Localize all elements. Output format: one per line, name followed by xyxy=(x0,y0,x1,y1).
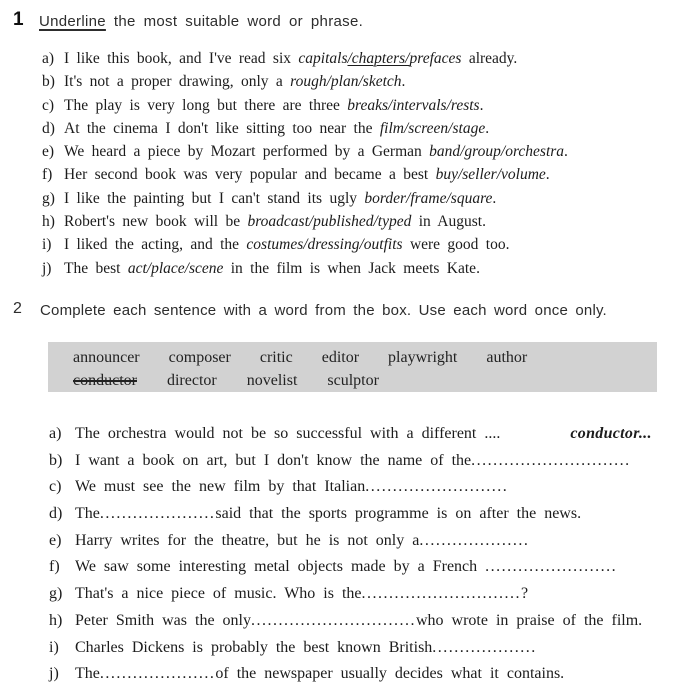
item-text: I liked the acting, and the xyxy=(64,236,247,254)
word-box-word: critic xyxy=(259,349,293,366)
item-text: Robert's new book will be xyxy=(64,213,248,231)
item-label: g) xyxy=(49,585,63,603)
ex2-item-c xyxy=(49,474,677,501)
item-text: At the cinema I don't like sitting too near the xyxy=(64,119,380,137)
item-text: Harry writes for the theatre, but he is not only a xyxy=(75,531,420,549)
blank-dots: ............................. xyxy=(361,585,522,603)
exercise1-instruction xyxy=(39,13,363,30)
item-label: e) xyxy=(42,143,55,161)
choice-text: broadcast/published/typed xyxy=(247,213,412,231)
word-box-row-2 xyxy=(73,370,657,393)
item-label: d) xyxy=(49,505,63,523)
item-label: a) xyxy=(42,50,55,67)
item-label: h) xyxy=(42,213,55,231)
word-box xyxy=(48,342,657,392)
item-label: h) xyxy=(49,611,63,629)
blank-dots: .......................... xyxy=(365,478,509,496)
item-text: We heard a piece by Mozart performed by a German xyxy=(64,143,430,161)
word-box-word: author xyxy=(486,349,528,366)
word-box-word: playwright xyxy=(388,349,458,366)
choice-text: film/screen/stage xyxy=(379,119,486,137)
item-text: . xyxy=(492,189,497,207)
blank-dots: ................... xyxy=(432,638,537,656)
exercise1-item-list xyxy=(42,47,672,280)
choice-text: costumes/dressing/outfits xyxy=(246,236,403,254)
ex2-item-e xyxy=(49,528,677,555)
item-label: f) xyxy=(42,166,53,184)
item-label: j) xyxy=(42,259,52,277)
item-label: f) xyxy=(49,558,60,576)
item-text: said that the sports programme is on after the news. xyxy=(215,505,582,523)
blank-dots: .............................. xyxy=(250,611,416,629)
ex2-item-g xyxy=(49,581,677,608)
word-box-word: announcer xyxy=(73,349,140,366)
item-text: ? xyxy=(521,585,529,603)
choice-text: prefaces xyxy=(409,50,462,67)
exercise2-instruction: Complete each sentence with a word from the box. Use each word once only. xyxy=(40,302,607,319)
blank-dots: ..................... xyxy=(99,665,216,683)
example-answer: conductor... xyxy=(570,425,652,442)
word-box-row-1 xyxy=(73,347,657,370)
ex2-item-j xyxy=(49,661,677,687)
ex1-item-g xyxy=(42,187,672,210)
choice-text: breaks/intervals/rests xyxy=(347,96,480,114)
blank-dots: ..................... xyxy=(99,505,216,523)
exercise2-item-list xyxy=(49,421,677,687)
word-box-word: director xyxy=(166,371,217,389)
item-text: who wrote in praise of the film. xyxy=(415,611,643,629)
item-text: . xyxy=(401,73,406,91)
item-text: I like this book, and I've read six xyxy=(64,50,299,67)
item-label: b) xyxy=(42,73,55,91)
word-box-word: editor xyxy=(321,349,360,366)
ex2-item-a xyxy=(49,421,677,448)
item-label: g) xyxy=(42,189,55,207)
item-text: We saw some interesting metal objects made by a French xyxy=(75,558,486,576)
exercise2-number: 2 xyxy=(13,300,22,317)
item-label: j) xyxy=(49,665,59,683)
item-text: . xyxy=(545,166,550,184)
item-label: i) xyxy=(42,236,52,254)
item-label: i) xyxy=(49,638,59,656)
item-text: It's not a proper drawing, only a xyxy=(64,73,291,91)
item-label: b) xyxy=(49,451,63,469)
item-text: I want a book on art, but I don't know the name of the xyxy=(75,451,472,469)
ex1-item-j xyxy=(42,257,672,280)
item-text: The xyxy=(75,505,100,523)
ex2-item-b xyxy=(49,448,677,475)
item-text: Peter Smith was the only xyxy=(75,611,251,629)
ex1-item-d xyxy=(42,117,672,140)
choice-text: buy/seller/volume xyxy=(435,166,546,184)
blank-dots: ............................. xyxy=(471,451,631,469)
blank-dots: .................... xyxy=(419,531,530,549)
ex2-item-i xyxy=(49,635,677,662)
item-text: were good too. xyxy=(402,236,510,254)
item-text: . xyxy=(485,119,490,137)
item-text: . xyxy=(564,143,568,161)
word-box-word: composer xyxy=(168,349,231,366)
item-label: e) xyxy=(49,531,62,549)
item-text: We must see the new film by that Italian xyxy=(75,478,366,496)
item-label: c) xyxy=(42,96,55,114)
item-text: Her second book was very popular and became a best xyxy=(64,166,436,184)
instruction-rest: the most suitable word or phrase. xyxy=(105,13,364,30)
word-box-word-struck: conductor xyxy=(73,371,137,389)
word-box-word: novelist xyxy=(246,371,298,389)
item-text: The play is very long but there are three xyxy=(64,96,348,114)
item-label: d) xyxy=(42,119,55,137)
item-text: That's a nice piece of music. Who is the xyxy=(75,585,362,603)
item-text: . xyxy=(479,96,484,114)
choice-text: rough/plan/sketch xyxy=(290,73,402,91)
instruction-underlined-word: Underline xyxy=(39,13,106,30)
item-text: The orchestra would not be so successful with a different .... xyxy=(75,425,501,442)
ex1-item-h xyxy=(42,210,672,233)
choice-text: band/group/orchestra xyxy=(429,143,565,161)
ex1-item-b xyxy=(42,70,672,93)
item-text: already. xyxy=(461,50,518,67)
item-text: in August. xyxy=(411,213,486,231)
item-text: The xyxy=(75,665,100,683)
item-label: c) xyxy=(49,478,62,496)
ex2-item-f xyxy=(49,554,677,581)
ex2-item-h xyxy=(49,608,677,635)
item-text: The best xyxy=(64,259,128,277)
blank-dots: ........................ xyxy=(485,558,618,576)
exercise1-number: 1 xyxy=(13,9,24,30)
item-label: a) xyxy=(49,425,62,442)
word-box-word: sculptor xyxy=(327,371,379,389)
choice-text: capitals xyxy=(298,50,348,67)
ex1-item-f xyxy=(42,163,672,186)
ex1-item-e xyxy=(42,140,672,163)
choice-underlined-answer: /chapters/ xyxy=(347,50,410,67)
choice-text: act/place/scene xyxy=(127,259,224,277)
item-text: Charles Dickens is probably the best known British xyxy=(75,638,433,656)
ex1-item-a xyxy=(42,47,672,70)
choice-text: border/frame/square xyxy=(364,189,493,207)
item-text: in the film is when Jack meets Kate. xyxy=(223,259,480,277)
ex1-item-c xyxy=(42,94,672,117)
ex2-item-d xyxy=(49,501,677,528)
ex1-item-i xyxy=(42,233,672,256)
item-text: of the newspaper usually decides what it contains. xyxy=(215,665,565,683)
item-text: I like the painting but I can't stand its ugly xyxy=(64,189,365,207)
